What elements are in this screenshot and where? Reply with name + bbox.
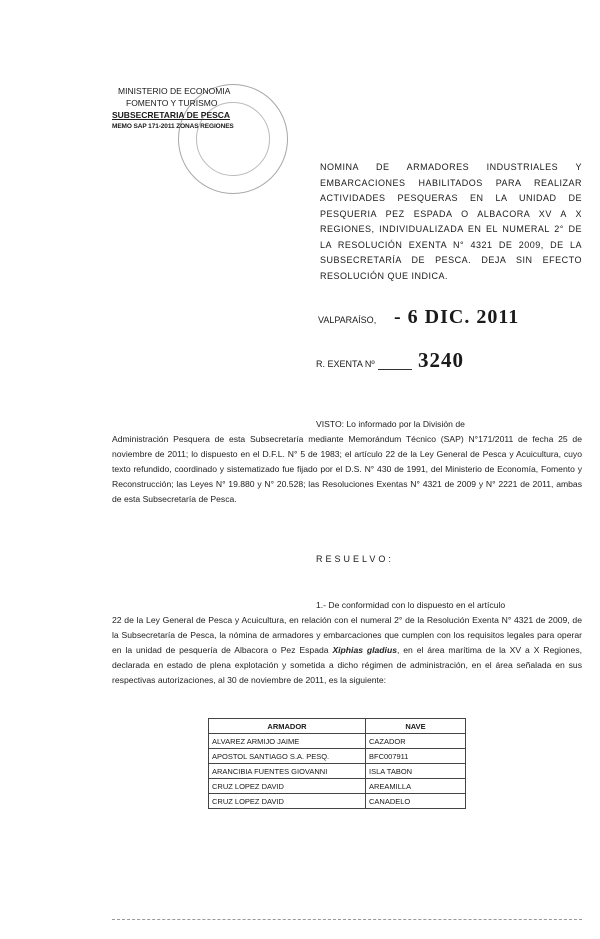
- table-row: [209, 779, 466, 794]
- letterhead-memo: MEMO SAP 171-2011 ZONAS REGIONES: [112, 123, 234, 130]
- armador-cell: ARANCIBIA FUENTES GIOVANNI: [209, 764, 366, 779]
- visto-body: Administración Pesquera de esta Subsecretaría mediante Memorándum Técnico (SAP) N°171/2011 de fecha 25 de noviembre de 2011; lo dispuesto en el D.F.L. N° 5 de 1983; el artículo 22 de la Ley General de Pesca y Acuicultura, cuyo texto refundido, coordinado y sistematizado fue fijado por el D.S. N° 430 de 1991, del Ministerio de Economía, Fomento y Reconstrucción; las Leyes N° 19.880 y N° 20.528; las Resoluciones Exentas N° 4321 de 2009 y N° 2221 de 2011, ambas de esta Subsecretaría de Pesca.: [112, 434, 582, 504]
- armador-cell: CRUZ LOPEZ DAVID: [209, 779, 366, 794]
- point-1-body: [112, 613, 582, 688]
- column-header-armador: ARMADOR: [209, 719, 366, 734]
- resolution-label: R. EXENTA Nº: [316, 359, 375, 369]
- point-1-lead: 1.- De conformidad con lo dispuesto en el artículo: [316, 600, 506, 610]
- resolution-underline: [378, 369, 412, 370]
- visto-lead: VISTO: Lo informado por la División de: [316, 419, 465, 429]
- nave-cell: ISLA TABON: [366, 764, 466, 779]
- letterhead-ministry: MINISTERIO DE ECONOMIA: [118, 86, 231, 96]
- table-row: [209, 734, 466, 749]
- resolution-point-1: [112, 598, 582, 688]
- official-seal-inner-ring: [196, 102, 270, 176]
- nave-cell: CAZADOR: [366, 734, 466, 749]
- resuelvo-heading: RESUELVO:: [316, 554, 394, 564]
- nave-cell: CANADELO: [366, 794, 466, 809]
- document-date: - 6 DIC. 2011: [394, 306, 520, 328]
- letterhead-fomento: FOMENTO Y TURISMO: [126, 98, 218, 108]
- table-row: [209, 794, 466, 809]
- species-name: Xiphias gladius: [332, 645, 397, 655]
- armador-cell: CRUZ LOPEZ DAVID: [209, 794, 366, 809]
- armadores-table: [208, 718, 466, 809]
- place-label: VALPARAÍSO,: [318, 315, 377, 325]
- armador-cell: ALVAREZ ARMIJO JAIME: [209, 734, 366, 749]
- armador-cell: APOSTOL SANTIAGO S.A. PESQ.: [209, 749, 366, 764]
- resolution-number: 3240: [418, 348, 464, 372]
- letterhead-subsecretaria: SUBSECRETARIA DE PESCA: [112, 110, 231, 120]
- table-row: [209, 749, 466, 764]
- nave-cell: BFC007911: [366, 749, 466, 764]
- table-header-row: [209, 719, 466, 734]
- table-row: [209, 764, 466, 779]
- point-1-body-b: , en el área marítima de la XV a X Regiones, declarada en estado de plena explotación y sometida a dicho régimen de administración, en el área señalada en sus respectivas autorizaciones, al 30 de noviembre de 2011, es la siguiente:: [112, 645, 583, 685]
- point-1-body-a: 22 de la Ley General de Pesca y Acuicultura, en relación con el numeral 2° de la Resolución Exenta N° 4321 de 2009, de la Subsecretaría de Pesca, la nómina de armadores y embarcaciones que cumplen con los requisitos legales para operar en la unidad de pesquería de Albacora o Pez Espada: [112, 615, 582, 655]
- page-footer-rule: [112, 919, 582, 922]
- visto-paragraph: [112, 417, 582, 507]
- column-header-nave: NAVE: [366, 719, 466, 734]
- document-subject: NOMINA DE ARMADORES INDUSTRIALES Y EMBARCACIONES HABILITADOS PARA REALIZAR ACTIVIDADES PESQUERAS EN LA UNIDAD DE PESQUERIA PEZ ESPADA O ALBACORA XV A X REGIONES, INDIVIDUALIZADA EN EL NUMERAL 2° DE LA RESOLUCIÓN EXENTA N° 4321 DE 2009, DE LA SUBSECRETARÍA DE PESCA. DEJA SIN EFECTO RESOLUCIÓN QUE INDICA.: [320, 162, 582, 281]
- nave-cell: AREAMILLA: [366, 779, 466, 794]
